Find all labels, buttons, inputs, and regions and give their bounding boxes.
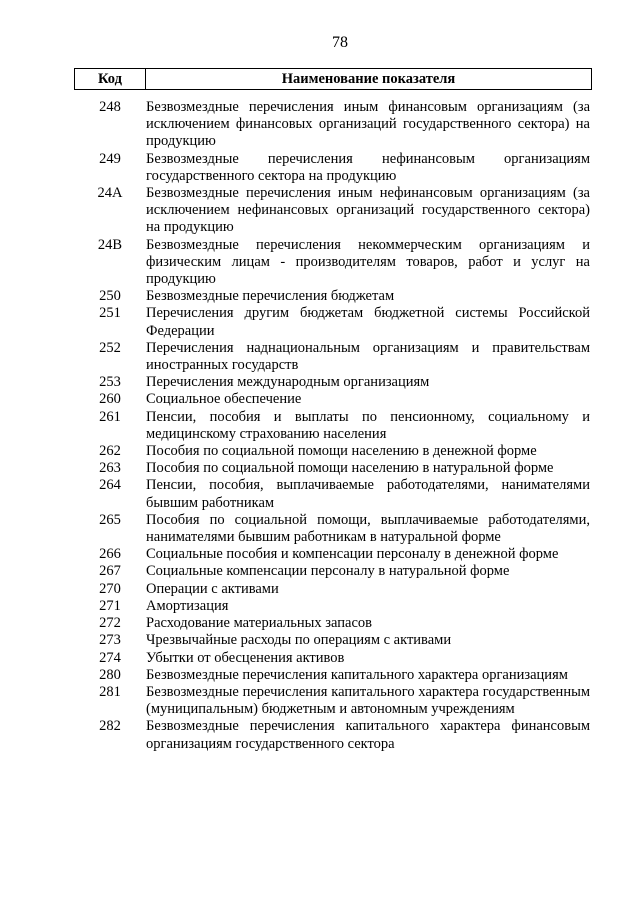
row-code: 265 <box>99 511 121 528</box>
table-row <box>74 718 592 752</box>
table-row <box>74 581 592 598</box>
page-number: 78 <box>332 34 348 51</box>
table-body <box>74 99 592 753</box>
row-name: Пособия по социальной помощи населению в денежной форме <box>146 443 537 460</box>
table-row <box>74 305 592 339</box>
table-row <box>74 477 592 511</box>
row-name: Пенсии, пособия и выплаты по пенсионному, социальному и медицинскому страхованию населения <box>146 408 590 442</box>
row-name: Безвозмездные перечисления капитального характера организациям <box>146 666 568 683</box>
row-name: Чрезвычайные расходы по операциям с активами <box>146 632 452 649</box>
row-code: 250 <box>99 288 121 305</box>
table-row <box>74 684 592 718</box>
table-row <box>74 632 592 649</box>
row-name: Перечисления другим бюджетам бюджетной системы Российской Федерации <box>146 305 590 339</box>
row-code: 270 <box>99 580 121 597</box>
row-code: 280 <box>99 666 121 683</box>
row-name: Расходование материальных запасов <box>146 615 372 632</box>
row-name: Безвозмездные перечисления капитального характера финансовым организациям государственного сектора <box>146 718 590 752</box>
row-name: Безвозмездные перечисления капитального характера государственным (муниципальным) бюджетным и автономным учреждениям <box>146 683 590 718</box>
table-row <box>74 288 592 305</box>
table-header <box>74 68 592 90</box>
row-name: Перечисления международным организациям <box>146 374 430 391</box>
row-code: 282 <box>99 718 121 735</box>
table-row <box>74 598 592 615</box>
row-code: 249 <box>99 150 121 167</box>
table-row <box>74 512 592 546</box>
row-code: 267 <box>99 563 121 580</box>
header-name: Наименование показателя <box>281 70 456 87</box>
row-code: 263 <box>99 460 121 477</box>
row-code: 272 <box>99 615 121 632</box>
row-code: 271 <box>99 597 121 614</box>
row-code: 248 <box>99 99 121 115</box>
table-row <box>74 391 592 408</box>
row-name: Социальное обеспечение <box>146 391 302 408</box>
table-row <box>74 99 592 151</box>
row-name: Безвозмездные перечисления бюджетам <box>146 288 395 305</box>
row-code: 253 <box>99 374 121 391</box>
table-row <box>74 185 592 237</box>
row-code: 273 <box>99 632 121 649</box>
row-code: 24В <box>97 236 123 253</box>
row-code: 262 <box>99 443 121 460</box>
row-code: 266 <box>99 546 121 563</box>
table-row <box>74 460 592 477</box>
row-code: 281 <box>99 683 121 700</box>
table-row <box>74 563 592 580</box>
table-row <box>74 374 592 391</box>
table-row <box>74 151 592 185</box>
row-name: Убытки от обесценения активов <box>146 649 345 666</box>
row-code: 264 <box>99 477 121 494</box>
row-code: 260 <box>99 391 121 408</box>
row-code: 251 <box>99 305 121 322</box>
row-name: Безвозмездные перечисления иным финансовым организациям (за исключением финансовых организаций государственного сектора) на продукцию <box>146 99 590 150</box>
table-row <box>74 650 592 667</box>
row-code: 252 <box>99 339 121 356</box>
row-code: 24А <box>97 185 123 202</box>
row-name: Социальные компенсации персоналу в натуральной форме <box>146 563 510 580</box>
table-row <box>74 546 592 563</box>
row-code: 261 <box>99 408 121 425</box>
row-name: Социальные пособия и компенсации персоналу в денежной форме <box>146 546 559 563</box>
table-row <box>74 615 592 632</box>
row-name: Безвозмездные перечисления нефинансовым организациям государственного сектора на продукцию <box>146 150 590 184</box>
row-name: Перечисления наднациональным организациям и правительствам иностранных государств <box>146 339 590 374</box>
row-name: Безвозмездные перечисления некоммерческим организациям и физическим лицам - производителям товаров, работ и услуг на продукцию <box>146 236 590 288</box>
table-row <box>74 237 592 289</box>
row-code: 274 <box>99 649 121 666</box>
table-row <box>74 409 592 443</box>
row-name: Пенсии, пособия, выплачиваемые работодателями, нанимателями бывшим работникам <box>146 477 590 511</box>
table-row <box>74 443 592 460</box>
table-row <box>74 667 592 684</box>
row-name: Операции с активами <box>146 580 279 597</box>
row-name: Амортизация <box>146 597 229 614</box>
table-row <box>74 340 592 374</box>
row-name: Безвозмездные перечисления иным нефинансовым организациям (за исключением нефинансовых организаций государственного сектора) на продукцию <box>146 185 590 236</box>
header-code: Код <box>75 69 146 89</box>
row-name: Пособия по социальной помощи, выплачиваемые работодателями, нанимателями бывшим работникам в натуральной форме <box>146 511 590 546</box>
row-name: Пособия по социальной помощи населению в натуральной форме <box>146 460 554 477</box>
